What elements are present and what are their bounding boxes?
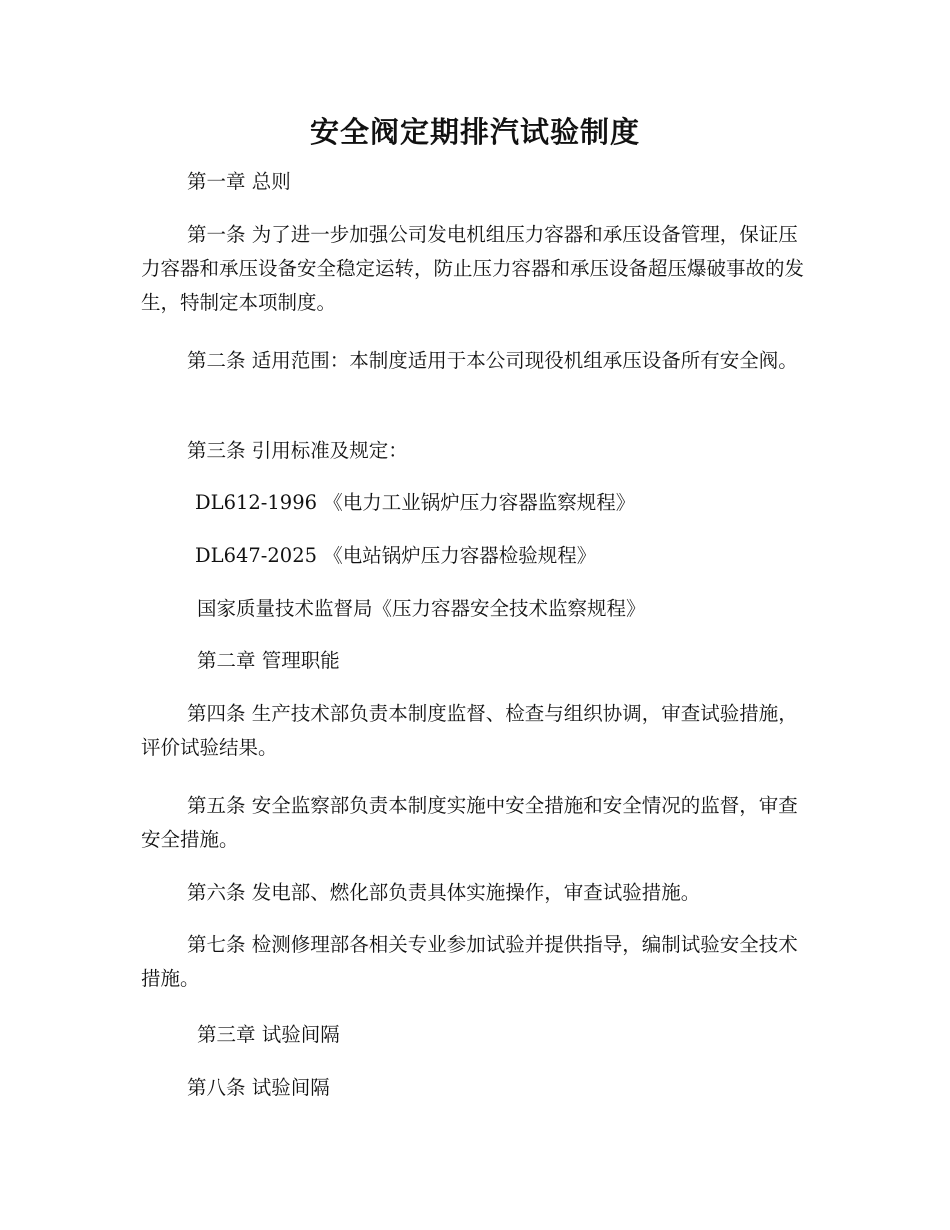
- chapter-heading-3: 第三章 试验间隔: [197, 1023, 340, 1046]
- standard-2: DL647-2025 《电站锅炉压力容器检验规程》: [195, 544, 597, 567]
- article-1: 第一条 为了进一步加强公司发电机组压力容器和承压设备管理，保证压力容器和承压设备安全稳定运转，防止压力容器和承压设备超压爆破事故的发生，特制定本项制度。: [141, 223, 805, 314]
- article-8: 第八条 试验间隔: [187, 1076, 330, 1099]
- standard-1: DL612-1996 《电力工业锅炉压力容器监察规程》: [195, 491, 636, 514]
- article-7: 第七条 检测修理部各相关专业参加试验并提供指导，编制试验安全技术措施。: [141, 933, 798, 990]
- article-2: 第二条 适用范围：本制度适用于本公司现役机组承压设备所有安全阀。: [187, 349, 798, 372]
- article-4: 第四条 生产技术部负责本制度监督、检查与组织协调，审查试验措施，评价试验结果。: [141, 702, 798, 759]
- chapter-heading-2: 第二章 管理职能: [197, 649, 340, 672]
- article-6: 第六条 发电部、燃化部负责具体实施操作，审查试验措施。: [187, 881, 701, 904]
- article-3: 第三条 引用标准及规定：: [187, 439, 408, 462]
- standard-3: 国家质量技术监督局《压力容器安全技术监察规程》: [197, 597, 646, 620]
- chapter-heading-1: 第一章 总则: [187, 170, 291, 193]
- document-title: 安全阀定期排汽试验制度: [309, 115, 640, 149]
- article-5: 第五条 安全监察部负责本制度实施中安全措施和安全情况的监督，审查安全措施。: [141, 794, 798, 851]
